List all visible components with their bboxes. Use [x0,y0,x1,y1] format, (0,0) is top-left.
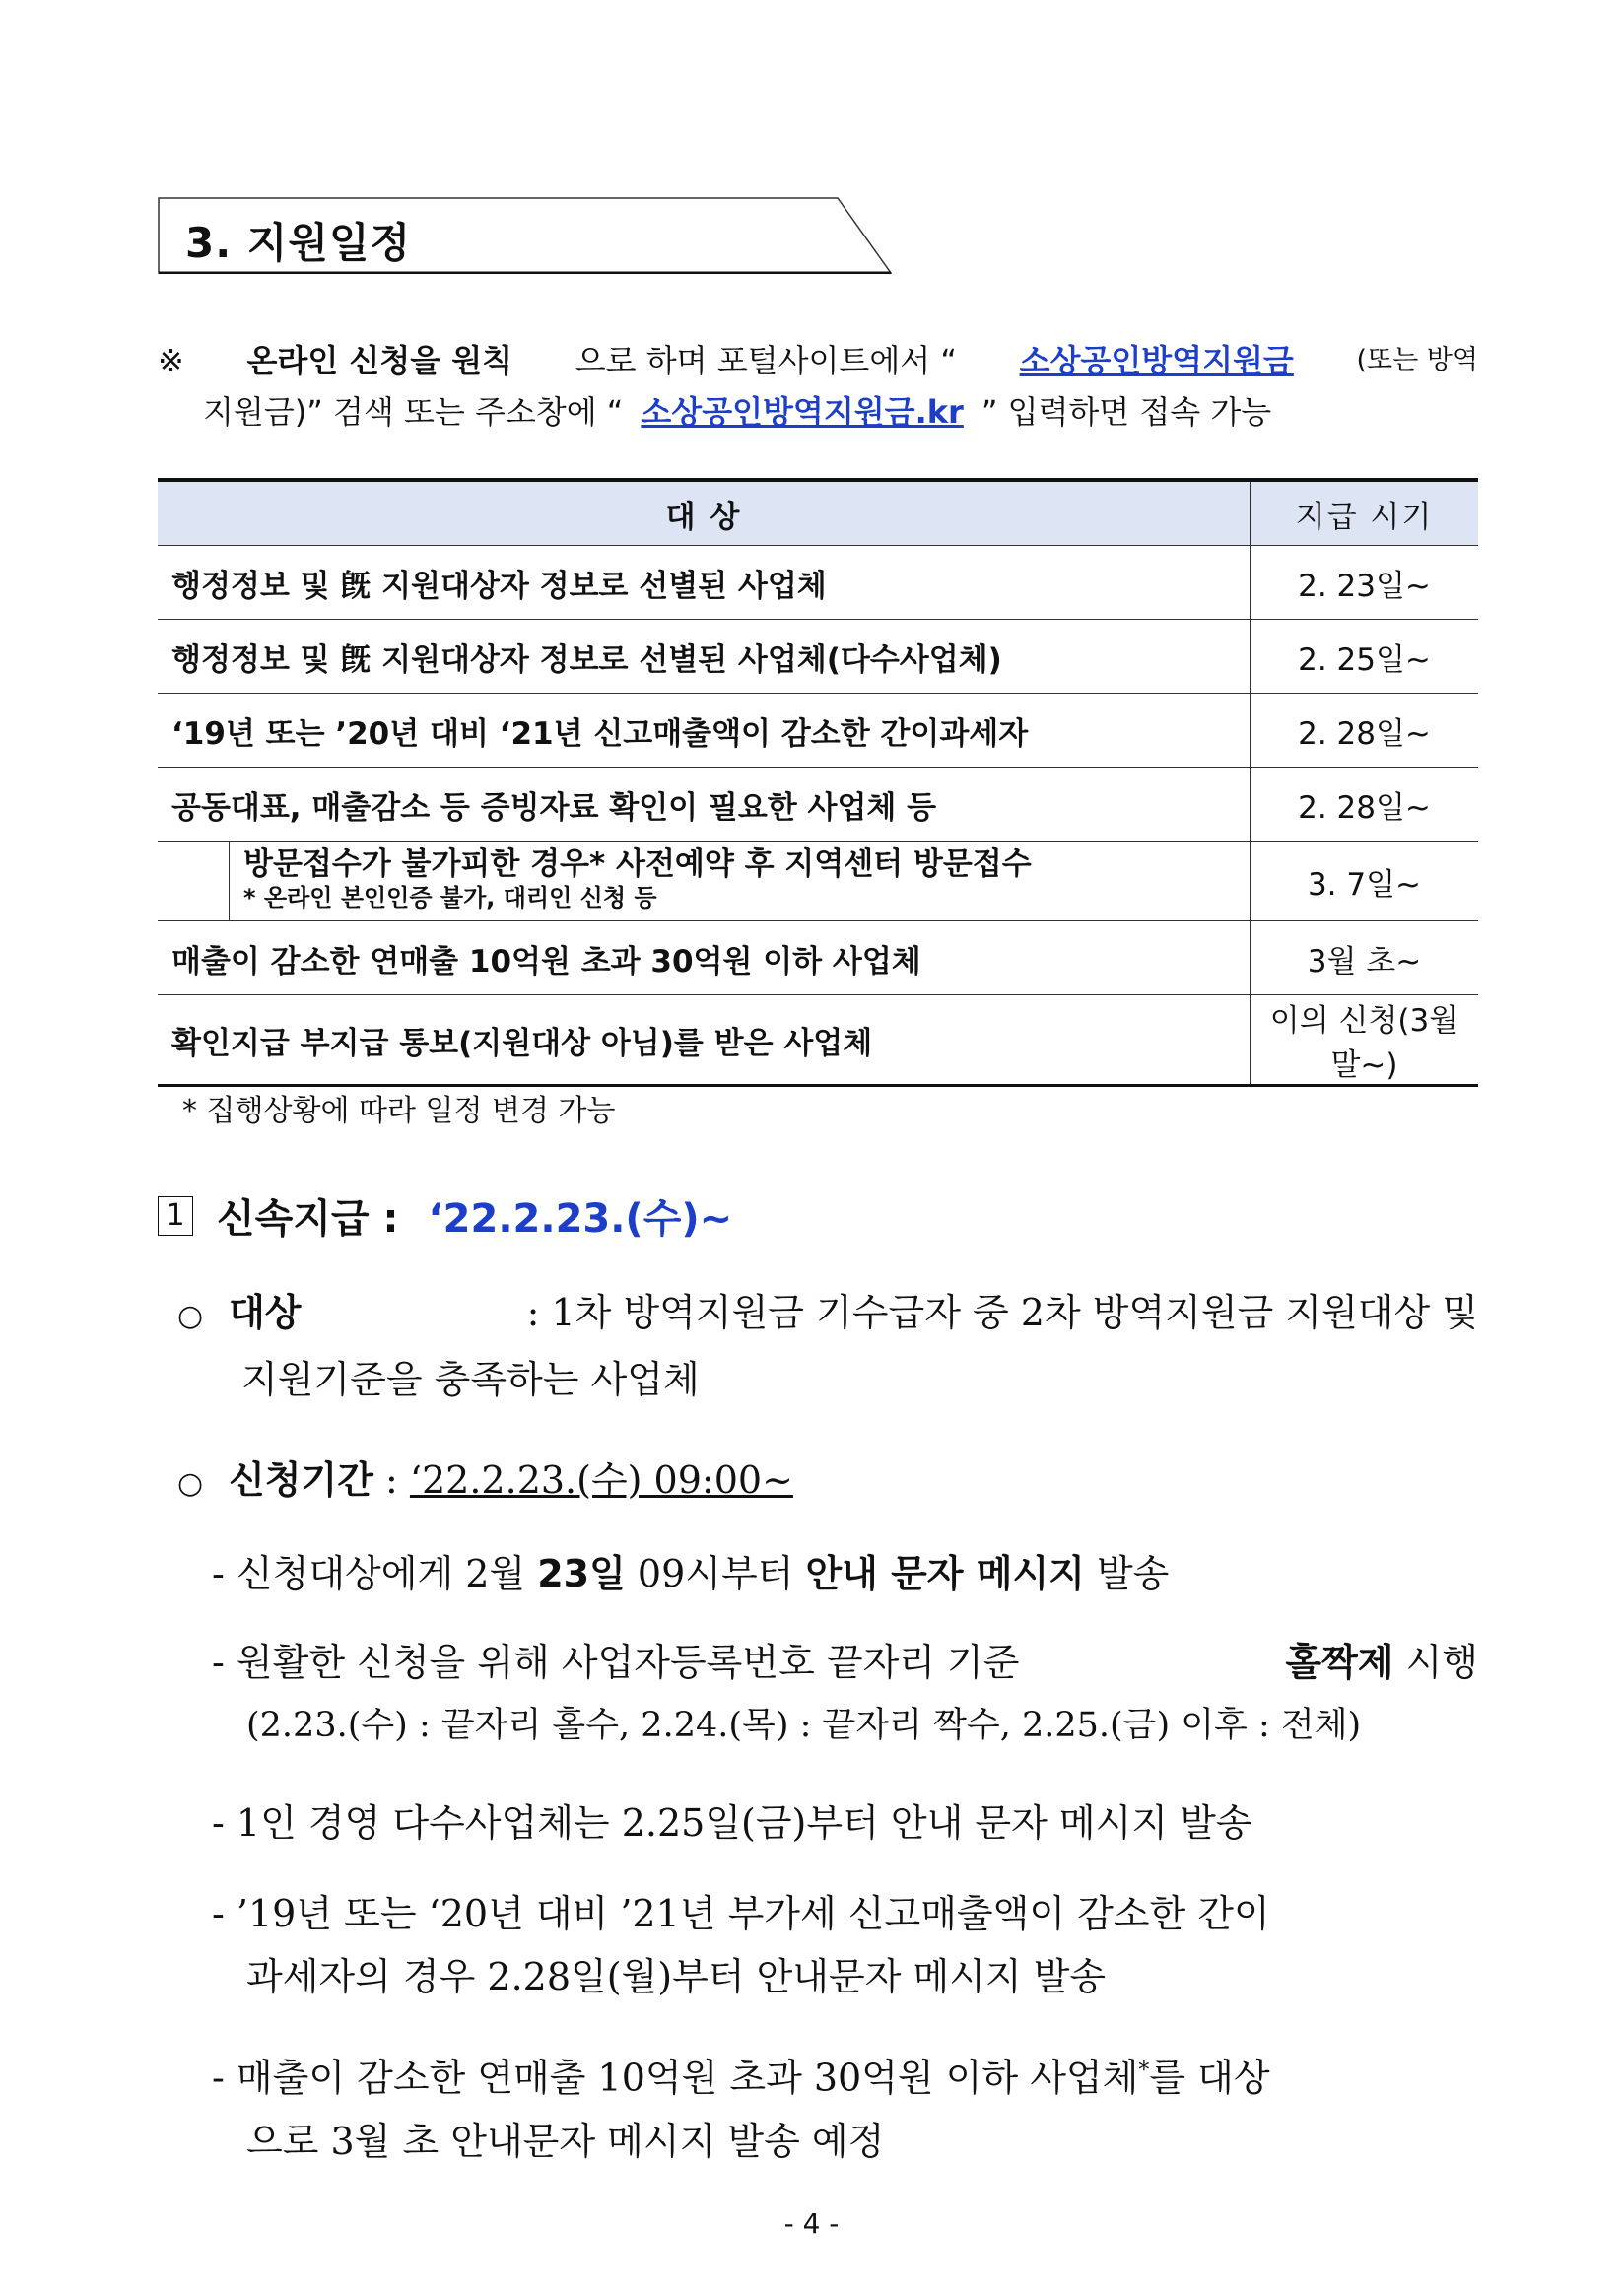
notice-text: 지원금)” 검색 또는 주소창에 “ [203,393,624,431]
dash-text: - 신청대상에게 2월 [212,1552,538,1595]
column-header-target: 대 상 [158,480,1251,546]
dash-text: - ’19년 또는 ‘20년 대비 ’21년 부가세 신고매출액이 감소한 간이 [212,1892,1270,1935]
row-target: 확인지급 부지급 통보(지원대상 아님)를 받은 사업체 [158,995,1251,1086]
dash-text: - 원활한 신청을 위해 사업자등록번호 끝자리 기준 [212,1641,1020,1684]
dash-text: 으로 3월 초 안내문자 메시지 발송 예정 [246,2119,885,2163]
row-target: 공동대표, 매출감소 등 증빙자료 확인이 필요한 사업체 등 [158,768,1251,842]
row-target-sub [158,842,1251,921]
footnote-star: * [1138,2059,1150,2083]
table-row [158,921,1478,995]
row-target: 방문접수가 불가피한 경우* 사전예약 후 지역센터 방문접수 [243,846,1032,882]
table-row [158,620,1478,694]
bullet-text: 지원기준을 충족하는 사업체 [241,1358,700,1401]
notice-paragraph [158,335,1478,438]
bullet-period-value: ‘22.2.23.(수) 09:00~ [409,1458,793,1502]
subsection-date: ‘22.2.23.(수)~ [428,1196,733,1242]
dash-item-3: - 1인 경영 다수사업체는 2.25일(금)부터 안내 문자 메시지 발송 [212,1801,1252,1845]
subsection-number-box: 1 [158,1196,193,1236]
table-row-sub [158,842,1478,921]
notice-text: 으로 하며 포털사이트에서 “ [575,342,957,379]
search-keyword-link[interactable]: 소상공인방역지원금 [1019,342,1294,379]
row-target: 행정정보 및 旣 지원대상자 정보로 선별된 사업체(다수사업체) [158,620,1251,694]
table-footnote: * 집행상황에 따라 일정 변경 가능 [182,1094,616,1128]
subsection-heading [158,1187,732,1244]
notice-bold-text: 온라인 신청을 원칙 [246,342,513,379]
table-row [158,995,1478,1086]
dash-bold: 안내 문자 메시지 [805,1552,1085,1595]
bullet-text: : 1차 방역지원금 기수급자 중 2차 방역지원금 지원대상 및 [526,1291,1478,1334]
dash-bold: 홀짝제 [1285,1641,1394,1684]
table-row [158,546,1478,620]
row-date: 3. 7일~ [1251,842,1479,921]
dash-bold: 23일 [537,1552,626,1595]
dash-text: (2.23.(수) : 끝자리 홀수, 2.24.(목) : 끝자리 짝수, 2.25.(금) 이후 : 전체) [246,1706,1362,1745]
notice-text: (또는 방역 [1356,345,1478,375]
dash-item-4 [212,1882,1270,2008]
dash-text: 발송 [1084,1552,1170,1595]
dash-item-2 [212,1631,1478,1757]
bullet-label: 신청기간 [229,1458,373,1502]
notice-line-2 [158,386,1478,438]
reference-mark: ※ [158,342,184,379]
dash-text: 과세자의 경우 2.28일(월)부터 안내문자 메시지 발송 [246,1955,1107,1998]
table-row [158,768,1478,842]
row-date: 2. 25일~ [1251,620,1479,694]
section-title: 3. 지원일정 [185,219,412,267]
page-number: - 4 - [783,2207,840,2240]
bullet-label: 대상 [229,1291,302,1334]
dash-item-5 [212,2040,1270,2173]
dash-text: 를 대상 [1149,2056,1270,2100]
dash-text: 시행 [1393,1641,1478,1684]
bullet-target [177,1281,1478,1411]
notice-text: ” 입력하면 접속 가능 [981,393,1272,431]
row-date: 2. 23일~ [1251,546,1479,620]
row-date: 3월 초~ [1251,921,1479,995]
dash-item-1 [212,1542,1169,1605]
bullet-circle: ○ [177,1466,204,1501]
table-row [158,694,1478,768]
url-link[interactable]: 소상공인방역지원금.kr [641,393,964,431]
table-header-row [158,480,1478,546]
row-note: * 온라인 본인인증 불가, 대리인 신청 등 [243,884,657,912]
row-date: 이의 신청(3월 말~) [1251,995,1479,1086]
row-target: ‘19년 또는 ’20년 대비 ‘21년 신고매출액이 감소한 간이과세자 [158,694,1251,768]
row-date: 2. 28일~ [1251,768,1479,842]
section-header [158,197,892,274]
dash-text: - 매출이 감소한 연매출 10억원 초과 30억원 이하 사업체 [212,2056,1139,2100]
bullet-period: ○ 신청기간 : ‘22.2.23.(수) 09:00~ [177,1449,793,1516]
row-target: 매출이 감소한 연매출 10억원 초과 30억원 이하 사업체 [158,921,1251,995]
dash-text: 09시부터 [625,1552,806,1595]
notice-line-1 [158,335,1478,386]
schedule-table [158,478,1478,1087]
row-date: 2. 28일~ [1251,694,1479,768]
column-header-date: 지급 시기 [1251,480,1479,546]
bullet-circle: ○ [177,1299,204,1333]
row-target: 행정정보 및 旣 지원대상자 정보로 선별된 사업체 [158,546,1251,620]
subsection-title: 신속지급 : [217,1196,399,1242]
